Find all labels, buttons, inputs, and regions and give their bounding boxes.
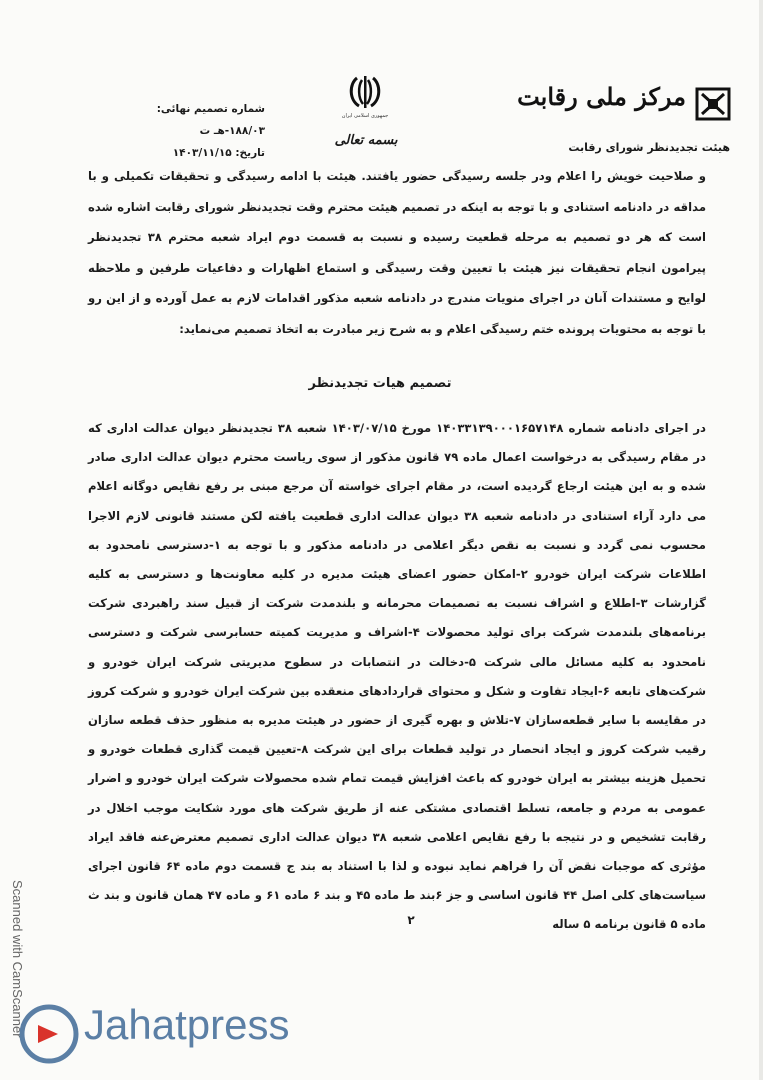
decision-date: تاریخ: ۱۴۰۳/۱۱/۱۵ <box>172 147 265 159</box>
jahatpress-logo-icon <box>18 1003 80 1065</box>
decision-meta <box>125 98 265 164</box>
emblem-caption: جمهوری اسلامی ایران <box>341 113 389 119</box>
competition-center-logo <box>517 82 740 132</box>
besmellah: بسمه تعالی <box>334 133 398 148</box>
national-emblem-icon <box>345 72 385 112</box>
decision-number: شماره تصمیم نهائی: ۱۸۸/۰۳-هـ ت <box>156 103 265 137</box>
letterhead <box>0 0 763 170</box>
page-number: ۲ <box>407 913 415 927</box>
logo-text: مرکز ملی رقابت <box>517 82 686 111</box>
camscanner-text: Scanned with CamScanner <box>10 880 25 1038</box>
logo-mark-icon <box>694 86 732 122</box>
intro-paragraph: و صلاحیت خویش را اعلام ودر جلسه رسیدگی حضور یافتند. هیئت با ادامه رسیدگی و تحقیقات تکمیلی و با مداقه در دادنامه استنادی و با توجه به اینکه در تصمیم هیئت محترم وقت تجدیدنظر شورای رقابت اشاره شده است که هر دو تصمیم به مرحله قطعیت رسیده و نسبت به قسمت دوم ایراد شعبه محترم ۳۸ تجدیدنظر پیرامون انجام تحقیقات نیز هیئت با تعیین وقت رسیدگی و استماع اظهارات و دفاعیات طرفین و ملاحظه لوایح و مستندات آنان در اجرای منویات مندرج در دادنامه شعبه مذکور اقدامات لازم به عمل آورده و از این رو با توجه به محتویات پرونده ختم رسیدگی اعلام و به شرح زیر مبادرت به اتخاذ تصمیم می‌نماید: <box>88 169 706 336</box>
brand-text: Jahatpress <box>84 1001 290 1048</box>
section-title: تصمیم هیات تجدیدنظر <box>308 376 452 391</box>
decision-paragraph: در اجرای دادنامه شماره ۱۴۰۳۳۱۳۹۰۰۰۱۶۵۷۱۴۸ مورخ ۱۴۰۳/۰۷/۱۵ شعبه ۳۸ تجدیدنظر دیوان عدالت اداری که در مقام رسیدگی به درخواست اعمال ماده ۷۹ قانون مذکور از سوی ریاست محترم دیوان عدالت اداری صادر شده و به این هیئت ارجاع گردیده است، در مقام اجرای خواسته آن مرجع مبنی بر رفع نقایص دوگانه اعلام می دارد آراء استنادی در دادنامه شعبه ۳۸ دیوان عدالت اداری قطعیت یافته لکن مستند قانونی لازم الاجرا محسوب نمی گردد و نسبت به نقص دیگر اعلامی در دادنامه مذکور و با توجه به ۱-دسترسی نامحدود به اطلاعات شرکت ایران خودرو ۲-امکان حضور اعضای هیئت مدیره در کلیه معاونت‌ها و دسترسی به کلیه گزارشات ۳-اطلاع و اشراف نسبت به تصمیمات محرمانه و بلندمدت شرکت از قبیل سند راهبردی شرکت برنامه‌های بلندمدت شرکت برای تولید محصولات ۴-اشراف و مدیریت کمیته حسابرسی شرکت و دسترسی نامحدود به کلیه مسائل مالی شرکت ۵-دخالت در انتصابات در سطوح مدیریتی شرکت ایران خودرو و شرکت‌های تابعه ۶-ایجاد تفاوت و شکل و محتوای قراردادهای منعقده بین شرکت ایران خودرو و شرکت کروز در مقایسه با سایر قطعه‌سازان ۷-تلاش و بهره گیری از حضور در هیئت مدیره به منظور حذف قطعه سازان رقیب شرکت کروز و ایجاد انحصار در تولید قطعات برای این شرکت ۸-تعیین قیمت گذاری قطعات خودرو و تحمیل هزینه بیشتر به ایران خودرو که باعث افزایش قیمت تمام شده محصولات شرکت ایران خودرو و اضرار عمومی به مردم و جامعه، تسلط اقتصادی مشتکی عنه از طریق شرکت های مورد شکایت موجب اخلال در رقابت تشخیص و در نتیجه با رفع نقایص اعلامی شعبه ۳۸ دیوان عدالت اداری تصمیم معترض‌عنه فاقد ایراد مؤثری که موجبات نقض آن را فراهم نماید نبوده و لذا با استناد به بند ج قسمت دوم ماده ۶۴ قانون اجرای سیاست‌های کلی اصل ۴۴ قانون اساسی و جز ۶بند ط ماده ۴۵ و بند ۶ ماده ۶۱ و ماده ۴۷ همان قانون و بند ث ماده ۵ قانون برنامه ۵ ساله <box>88 421 707 932</box>
logo-subtitle: هیئت تجدیدنظر شورای رقابت <box>568 141 730 154</box>
brand-watermark <box>18 995 308 1070</box>
